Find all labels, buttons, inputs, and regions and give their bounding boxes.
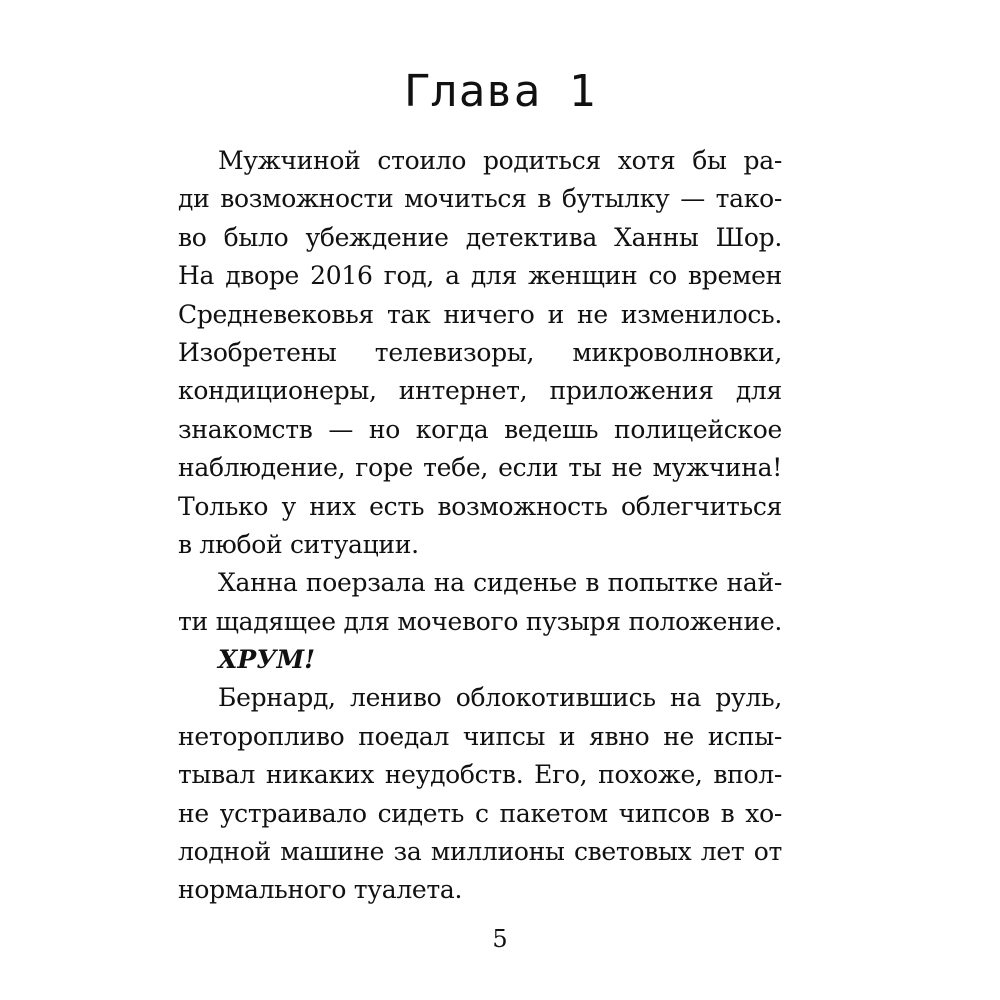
text-line: наблюдение, горе тебе, если ты не мужчина! <box>178 453 782 483</box>
text-line: Бернард, лениво облокотившись на руль, <box>218 683 782 713</box>
text-line: Изобретены телевизоры, микроволновки, <box>178 337 782 367</box>
text-line: Ханна поерзала на сиденье в попытке най- <box>218 568 782 598</box>
text-line: ти щадящее для мочевого пузыря положение. <box>178 606 782 636</box>
text-line: тывал никаких неудобств. Его, похоже, впол- <box>178 760 782 790</box>
text-line: кондиционеры, интернет, приложения для <box>178 376 782 406</box>
page-number: 5 <box>492 925 508 953</box>
text-line: знакомств — но когда ведешь полицейское <box>178 414 782 444</box>
text-line: Только у них есть возможность облегчиться <box>178 491 782 521</box>
chapter-title: Глава 1 <box>403 66 597 117</box>
text-line: Средневековья так ничего и не изменилось. <box>178 299 782 329</box>
text-line: На дворе 2016 год, а для женщин со времен <box>178 261 782 291</box>
text-line: лодной машине за миллионы световых лет от <box>178 837 782 867</box>
text-line: нормального туалета. <box>178 875 463 905</box>
text-line: не устраивало сидеть с пакетом чипсов в хо- <box>178 798 782 828</box>
text-line: во было убеждение детектива Ханны Шор. <box>178 222 782 252</box>
text-line: в любой ситуации. <box>178 529 419 559</box>
text-line: Мужчиной стоило родиться хотя бы ра- <box>218 146 782 175</box>
sound-effect-line: ХРУМ! <box>218 645 316 675</box>
text-line: неторопливо поедал чипсы и явно не испы- <box>178 721 782 751</box>
text-line: ди возможности мочиться в бутылку — тако- <box>178 184 782 214</box>
body-text <box>178 142 782 910</box>
